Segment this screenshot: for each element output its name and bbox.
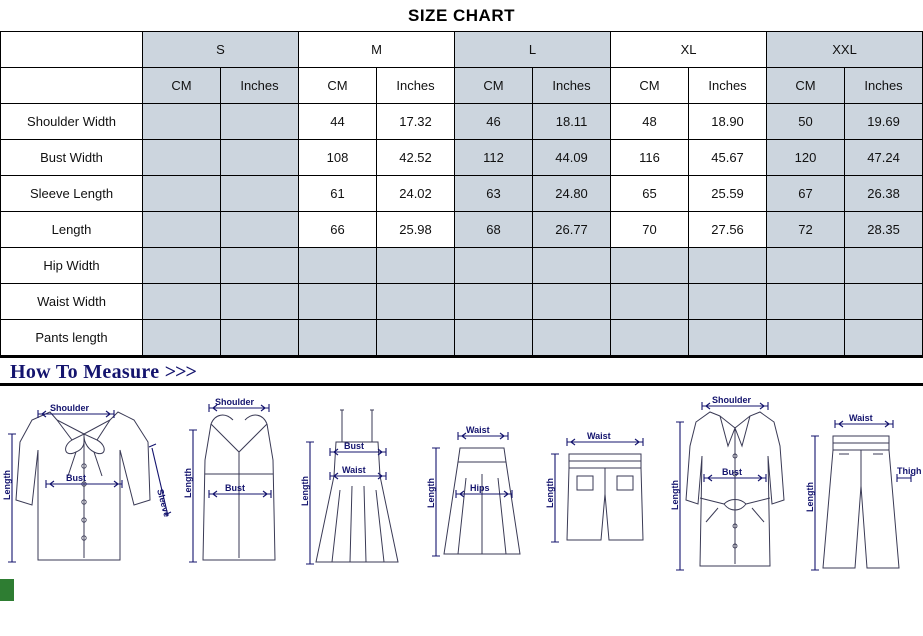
label-sleeve: Sleeve — [155, 487, 173, 519]
cell-bust-xxl-in: 47.24 — [845, 140, 923, 176]
cell-bust-xl-cm: 116 — [611, 140, 689, 176]
label-hips: Hips — [469, 483, 490, 493]
figure-coat — [670, 390, 800, 585]
cell-sleeve-s-cm — [143, 176, 221, 212]
unit-m-cm: CM — [299, 68, 377, 104]
cell-waist-xxl-in — [845, 284, 923, 320]
cell-waist-m-in — [377, 284, 455, 320]
cell-shoulder-xl-cm: 48 — [611, 104, 689, 140]
table-row — [1, 248, 923, 284]
cell-bust-xl-in: 45.67 — [689, 140, 767, 176]
cell-length-l-cm: 68 — [455, 212, 533, 248]
cell-waist-s-in — [221, 284, 299, 320]
color-tab — [0, 579, 14, 601]
cell-pants-xxl-cm — [767, 320, 845, 356]
cell-hip-xxl-cm — [767, 248, 845, 284]
cell-sleeve-s-in — [221, 176, 299, 212]
cell-sleeve-xl-cm: 65 — [611, 176, 689, 212]
cell-length-l-in: 26.77 — [533, 212, 611, 248]
figure-pants — [801, 390, 921, 585]
cell-pants-m-in — [377, 320, 455, 356]
cell-sleeve-xxl-in: 26.38 — [845, 176, 923, 212]
size-header-s: S — [143, 32, 299, 68]
cell-pants-s-cm — [143, 320, 221, 356]
cell-length-xl-cm: 70 — [611, 212, 689, 248]
label-shoulder: Shoulder — [50, 403, 90, 413]
cell-bust-l-in: 44.09 — [533, 140, 611, 176]
cell-hip-s-in — [221, 248, 299, 284]
figure-shorts — [543, 390, 668, 580]
cell-pants-xl-in — [689, 320, 767, 356]
cell-hip-m-cm — [299, 248, 377, 284]
cell-hip-xl-cm — [611, 248, 689, 284]
row-label-sleeve-length: Sleeve Length — [1, 176, 143, 212]
cell-pants-s-in — [221, 320, 299, 356]
cell-waist-xxl-cm — [767, 284, 845, 320]
cell-bust-m-cm: 108 — [299, 140, 377, 176]
unit-m-inches: Inches — [377, 68, 455, 104]
cell-sleeve-m-cm: 61 — [299, 176, 377, 212]
cell-waist-s-cm — [143, 284, 221, 320]
cell-hip-xl-in — [689, 248, 767, 284]
label-length: Length — [182, 468, 193, 498]
figure-blouse — [2, 390, 177, 580]
unit-l-cm: CM — [455, 68, 533, 104]
size-header-l: L — [455, 32, 611, 68]
cell-hip-xxl-in — [845, 248, 923, 284]
cell-hip-m-in — [377, 248, 455, 284]
arrows-icon: >>> — [164, 361, 196, 383]
label-thigh: Thigh — [897, 466, 921, 476]
label-shoulder: Shoulder — [711, 395, 751, 405]
cell-sleeve-xxl-cm: 67 — [767, 176, 845, 212]
unit-l-inches: Inches — [533, 68, 611, 104]
unit-corner-cell — [1, 68, 143, 104]
table-row — [1, 320, 923, 356]
page-title: SIZE CHART — [408, 6, 515, 25]
label-length: Length — [545, 478, 555, 508]
unit-xl-cm: CM — [611, 68, 689, 104]
label-length: Length — [805, 482, 815, 512]
cell-length-s-in — [221, 212, 299, 248]
table-header-sizes — [1, 32, 923, 68]
label-waist: Waist — [342, 465, 366, 475]
label-bust: Bust — [224, 483, 245, 493]
figure-camisole — [179, 390, 299, 580]
table-row — [1, 176, 923, 212]
row-label-pants-length: Pants length — [1, 320, 143, 356]
cell-pants-l-in — [533, 320, 611, 356]
cell-shoulder-xxl-cm: 50 — [767, 104, 845, 140]
table-header-units — [1, 68, 923, 104]
row-label-hip-width: Hip Width — [1, 248, 143, 284]
row-label-length: Length — [1, 212, 143, 248]
size-header-m: M — [299, 32, 455, 68]
cell-bust-s-cm — [143, 140, 221, 176]
size-header-xl: XL — [611, 32, 767, 68]
cell-shoulder-xl-in: 18.90 — [689, 104, 767, 140]
unit-xxl-inches: Inches — [845, 68, 923, 104]
label-length: Length — [2, 470, 12, 500]
row-label-shoulder-width: Shoulder Width — [1, 104, 143, 140]
measurement-figures — [0, 386, 923, 601]
label-bust: Bust — [344, 441, 364, 451]
cell-sleeve-xl-in: 25.59 — [689, 176, 767, 212]
cell-pants-xl-cm — [611, 320, 689, 356]
label-waist: Waist — [849, 413, 873, 423]
table-row — [1, 284, 923, 320]
cell-pants-xxl-in — [845, 320, 923, 356]
cell-shoulder-l-cm: 46 — [455, 104, 533, 140]
label-waist: Waist — [587, 431, 611, 441]
cell-shoulder-l-in: 18.11 — [533, 104, 611, 140]
corner-cell — [1, 32, 143, 68]
cell-sleeve-l-in: 24.80 — [533, 176, 611, 212]
how-to-measure-text: How To Measure — [10, 361, 160, 383]
cell-waist-m-cm — [299, 284, 377, 320]
cell-bust-s-in — [221, 140, 299, 176]
cell-length-xxl-in: 28.35 — [845, 212, 923, 248]
unit-xxl-cm: CM — [767, 68, 845, 104]
cell-waist-l-cm — [455, 284, 533, 320]
cell-bust-xxl-cm: 120 — [767, 140, 845, 176]
size-header-xxl: XXL — [767, 32, 923, 68]
cell-hip-l-in — [533, 248, 611, 284]
cell-pants-l-cm — [455, 320, 533, 356]
cell-shoulder-xxl-in: 19.69 — [845, 104, 923, 140]
cell-bust-m-in: 42.52 — [377, 140, 455, 176]
label-bust: Bust — [721, 467, 742, 477]
cell-pants-m-cm — [299, 320, 377, 356]
cell-waist-xl-in — [689, 284, 767, 320]
label-bust: Bust — [66, 473, 86, 483]
cell-length-m-cm: 66 — [299, 212, 377, 248]
cell-length-xl-in: 27.56 — [689, 212, 767, 248]
cell-shoulder-s-in — [221, 104, 299, 140]
cell-bust-l-cm: 112 — [455, 140, 533, 176]
label-length: Length — [300, 476, 310, 506]
cell-waist-l-in — [533, 284, 611, 320]
cell-hip-l-cm — [455, 248, 533, 284]
size-chart-table — [0, 31, 923, 356]
label-length: Length — [425, 478, 436, 508]
cell-sleeve-l-cm: 63 — [455, 176, 533, 212]
cell-waist-xl-cm — [611, 284, 689, 320]
cell-length-m-in: 25.98 — [377, 212, 455, 248]
cell-hip-s-cm — [143, 248, 221, 284]
table-row — [1, 140, 923, 176]
cell-shoulder-m-in: 17.32 — [377, 104, 455, 140]
row-label-waist-width: Waist Width — [1, 284, 143, 320]
label-waist: Waist — [465, 425, 490, 435]
label-shoulder: Shoulder — [214, 397, 254, 407]
unit-s-cm: CM — [143, 68, 221, 104]
row-label-bust-width: Bust Width — [1, 140, 143, 176]
cell-sleeve-m-in: 24.02 — [377, 176, 455, 212]
table-row — [1, 212, 923, 248]
table-row — [1, 104, 923, 140]
cell-shoulder-m-cm: 44 — [299, 104, 377, 140]
unit-xl-inches: Inches — [689, 68, 767, 104]
how-to-measure-bar — [0, 356, 923, 386]
figure-dress — [300, 390, 420, 580]
cell-length-s-cm — [143, 212, 221, 248]
cell-length-xxl-cm: 72 — [767, 212, 845, 248]
label-length: Length — [669, 480, 680, 510]
unit-s-inches: Inches — [221, 68, 299, 104]
how-to-measure-title — [10, 361, 196, 384]
cell-shoulder-s-cm — [143, 104, 221, 140]
figure-skirt — [422, 390, 542, 580]
